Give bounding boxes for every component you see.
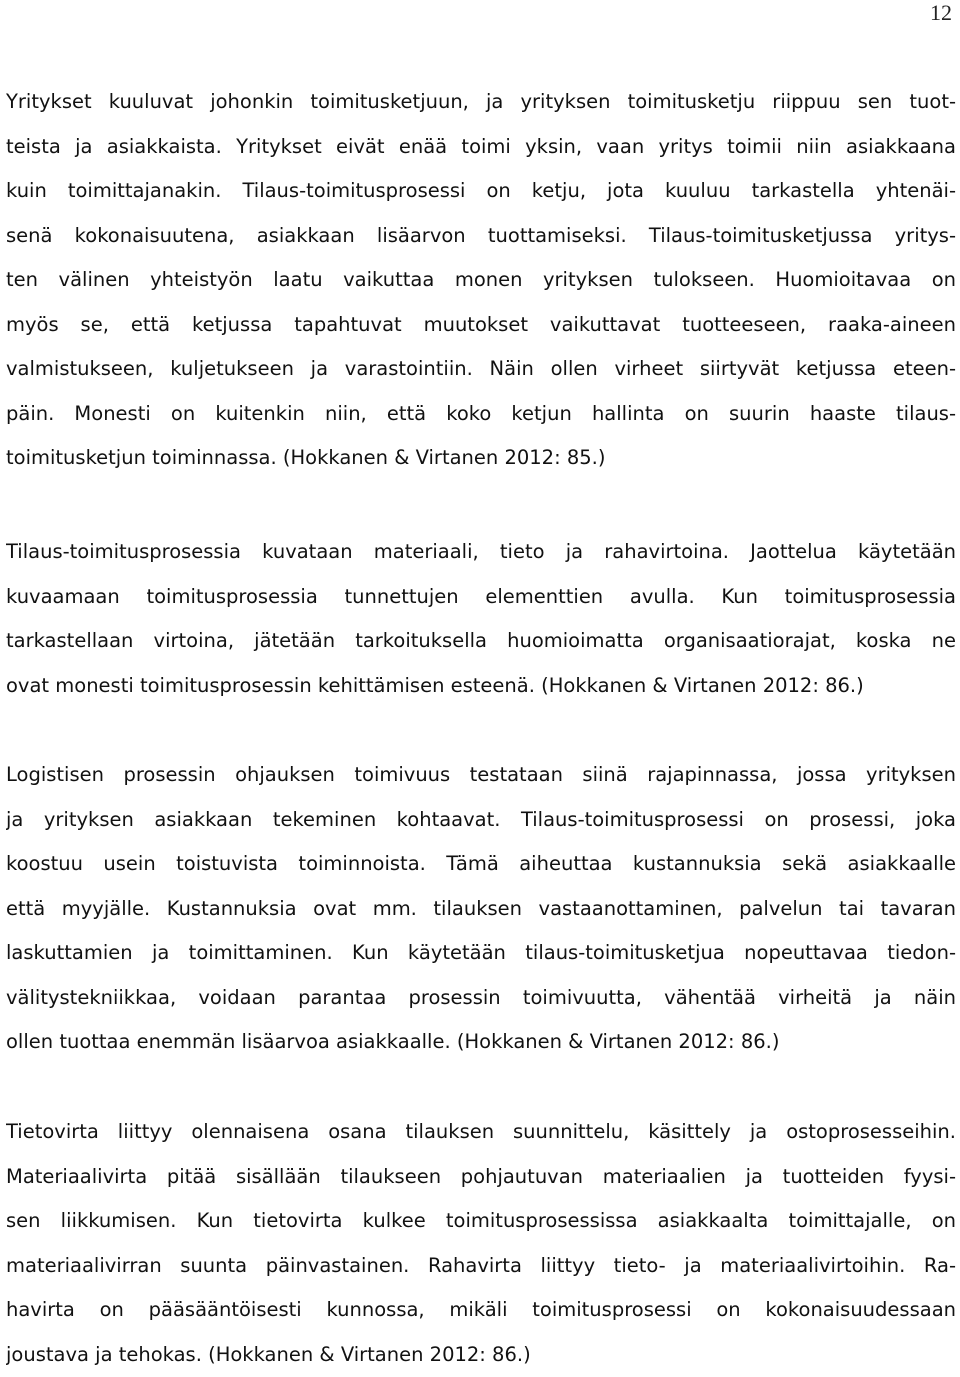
text-line: koostuu usein toistuvista toiminnoista. Tämä aiheuttaa kustannuksia sekä asiakkaalle [6,842,956,887]
text-line: kuvaamaan toimitusprosessia tunnettujen elementtien avulla. Kun toimitusprosessia [6,575,956,620]
text-line: kuin toimittajanakin. Tilaus-toimitusprosessi on ketju, jota kuuluu tarkastella yhtenäi- [6,169,956,214]
text-line: Logistisen prosessin ohjauksen toimivuus testataan siinä rajapinnassa, jossa yrityksen [6,753,956,798]
text-line: Materiaalivirta pitää sisällään tilaukseen pohjautuvan materiaalien ja tuotteiden fyysi- [6,1155,956,1200]
text-line: sen liikkumisen. Kun tietovirta kulkee toimitusprosessissa asiakkaalta toimittajalle, on [6,1199,956,1244]
paragraph-information-flow [6,1110,956,1377]
paragraph-flows [6,530,956,708]
text-line: laskuttamien ja toimittaminen. Kun käytetään tilaus-toimitusketjua nopeuttavaa tiedon- [6,931,956,976]
text-line: ja yrityksen asiakkaan tekeminen kohtaavat. Tilaus-toimitusprosessi on prosessi, joka [6,798,956,843]
text-line: myös se, että ketjussa tapahtuvat muutokset vaikuttavat tuotteeseen, raaka-aineen [6,303,956,348]
text-line: toimitusketjun toiminnassa. (Hokkanen & Virtanen 2012: 85.) [6,436,956,481]
text-line: senä kokonaisuutena, asiakkaan lisäarvon tuottamiseksi. Tilaus-toimitusketjussa yritys- [6,214,956,259]
text-line: Tilaus-toimitusprosessia kuvataan materiaali, tieto ja rahavirtoina. Jaottelua käytetään [6,530,956,575]
text-line: ollen tuottaa enemmän lisäarvoa asiakkaalle. (Hokkanen & Virtanen 2012: 86.) [6,1020,956,1065]
page-number: 12 [930,0,952,26]
paragraph-logistics [6,753,956,1065]
text-line: ten välinen yhteistyön laatu vaikuttaa monen yrityksen tulokseen. Huomioitavaa on [6,258,956,303]
text-line: joustava ja tehokas. (Hokkanen & Virtanen 2012: 86.) [6,1333,956,1377]
text-line: materiaalivirran suunta päinvastainen. Rahavirta liittyy tieto- ja materiaalivirtoihin. Ra- [6,1244,956,1289]
text-line: Yritykset kuuluvat johonkin toimitusketjuun, ja yrityksen toimitusketju riippuu sen tuot- [6,80,956,125]
text-line: että myyjälle. Kustannuksia ovat mm. tilauksen vastaanottaminen, palvelun tai tavaran [6,887,956,932]
paragraph-supply-chain [6,80,956,481]
text-line: Tietovirta liittyy olennaisena osana tilauksen suunnittelu, käsittely ja ostoprosesseihin. [6,1110,956,1155]
text-line: valmistukseen, kuljetukseen ja varastointiin. Näin ollen virheet siirtyvät ketjussa eteen- [6,347,956,392]
text-line: ovat monesti toimitusprosessin kehittämisen esteenä. (Hokkanen & Virtanen 2012: 86.) [6,664,956,709]
text-line: havirta on pääsääntöisesti kunnossa, mikäli toimitusprosessi on kokonaisuudessaan [6,1288,956,1333]
text-line: päin. Monesti on kuitenkin niin, että koko ketjun hallinta on suurin haaste tilaus- [6,392,956,437]
text-line: tarkastellaan virtoina, jätetään tarkoituksella huomioimatta organisaatiorajat, koska ne [6,619,956,664]
text-line: välitystekniikkaa, voidaan parantaa prosessin toimivuutta, vähentää virheitä ja näin [6,976,956,1021]
text-line: teista ja asiakkaista. Yritykset eivät enää toimi yksin, vaan yritys toimii niin asiakkaana [6,125,956,170]
